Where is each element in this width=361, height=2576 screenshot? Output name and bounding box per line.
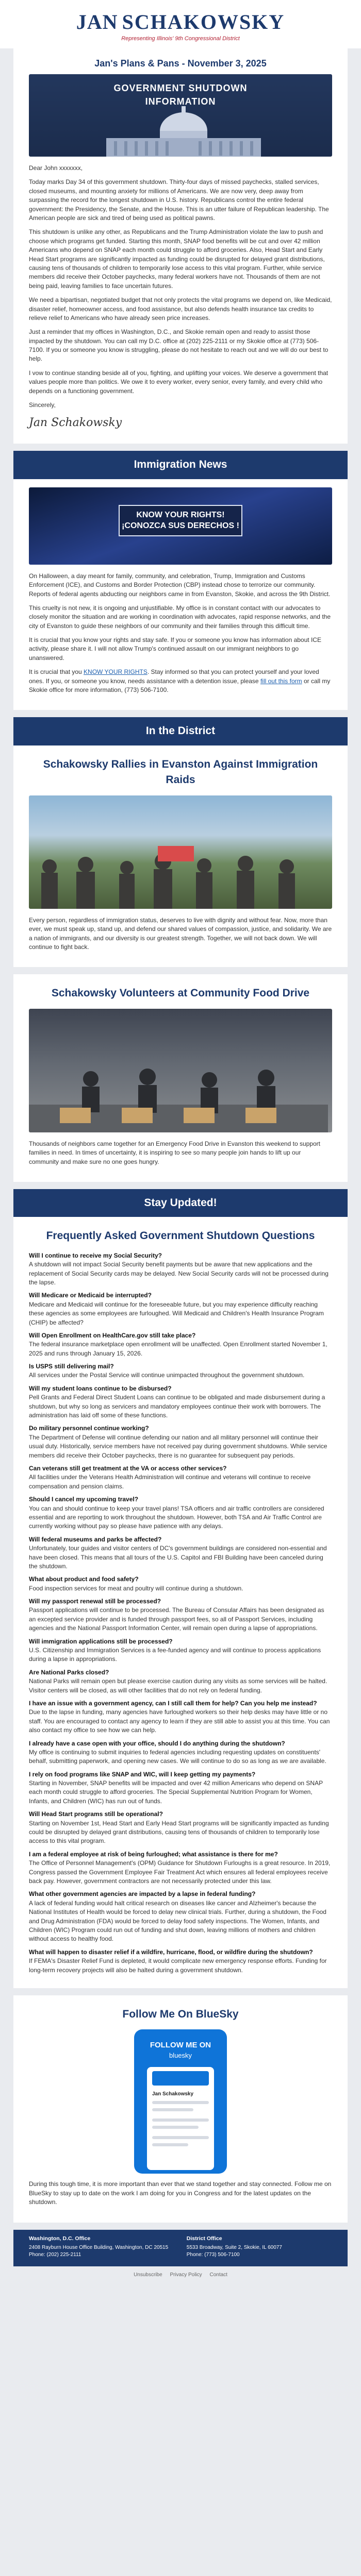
- faq-question: I already have a case open with your office, should I do anything during the shutdown?: [29, 1739, 285, 1747]
- faq-list: [29, 1251, 332, 1975]
- faq-title: Frequently Asked Government Shutdown Questions: [46, 1230, 315, 1242]
- hero-line-2: INFORMATION: [145, 96, 216, 107]
- immigration-paragraph-1: On Halloween, a day meant for family, community, and celebration, Trump, Immigration and Customs Enforcement (ICE), and Customs and Border Protection (CBP) instead chose to terrorize our community. Reports of federal agents abducting our neighbors came in from Evanston, Skokie, and across the 9th District.: [29, 572, 331, 598]
- footer-dc-address: 2408 Rayburn House Office Building, Washington, DC 20515: [29, 2244, 169, 2250]
- bluesky-post-line: [152, 2108, 193, 2111]
- greeting: Dear John xxxxxxx,: [29, 164, 83, 172]
- bluesky-post-line: [152, 2143, 188, 2146]
- intro-card: [13, 48, 348, 444]
- faq-question: Is USPS still delivering mail?: [29, 1363, 114, 1370]
- banner-line-en: KNOW YOUR RIGHTS!: [136, 510, 225, 519]
- know-your-rights-link[interactable]: KNOW YOUR RIGHTS: [84, 668, 147, 676]
- footer-district-office: [187, 2235, 332, 2259]
- faq-question: What other government agencies are impacted by a lapse in federal funding?: [29, 1890, 256, 1898]
- faq-section-header: Stay Updated!: [13, 1189, 348, 1217]
- faq-answer: A lack of federal funding would halt critical research on diseases like cancer and Alzheimer's because the National Institutes of Health would be forced to delay new clinical trials. Further, during a shutdown, the Food and Drug Administration (FDA) would be forced to delay food safety inspections. The Women, Infants, and Children (WIC) Program could run out of funding and shut down, leaving millions of mothers and children without access to healthy food.: [29, 1899, 326, 1943]
- faq-question: Will Medicare or Medicaid be interrupted?: [29, 1292, 152, 1299]
- faq-answer: The Office of Personnel Management's (OPM) Guidance for Shutdown Furloughs is a great resource. In 2019, Congress passed the Government Employee Fair Treatment Act which ensures all federal employees receive back pay. However, government contractors are not necessarily protected under this law.: [29, 1859, 331, 1885]
- footer-dc-phone: Phone: (202) 225-2111: [29, 2252, 81, 2258]
- food-drive-paragraph: Thousands of neighbors came together for an Emergency Food Drive in Evanston this weekend to support families in need. In times of uncertainty, it is inspiring to see so many people join hands to lift up our community and make sure no one goes hungry.: [29, 1140, 320, 1165]
- faq-card: [13, 1217, 348, 1988]
- bluesky-promo-image[interactable]: [134, 2029, 227, 2174]
- faq-answer: All services under the Postal Service will continue unimpacted throughout the government shutdown.: [29, 1371, 305, 1379]
- know-your-rights-banner: [119, 505, 242, 537]
- bluesky-post-line: [152, 2101, 209, 2104]
- bluesky-post-line: [152, 2119, 209, 2122]
- logo-first-name: JAN: [76, 10, 118, 33]
- footer-district-head: District Office: [186, 2235, 222, 2242]
- immigration-paragraph-4: [29, 668, 332, 694]
- unsubscribe-link[interactable]: Unsubscribe: [134, 2272, 162, 2278]
- district-section-header: In the District: [13, 717, 348, 745]
- food-drive-card: [13, 974, 348, 1182]
- masthead: [0, 0, 361, 48]
- faq-answer: Starting on November 1st, Head Start and Early Head Start programs will be significantly impacted as funding could be disrupted by delayed grant distributions, causing tens of thousands of children to temporarily lose access to this vital program.: [29, 1819, 329, 1845]
- bluesky-banner: [152, 2071, 209, 2086]
- food-drive-photo: [29, 1009, 332, 1132]
- faq-answer: My office is continuing to submit inquiries to federal agencies including requesting updates on constituents' behalf, submitting paperwork, and opening new cases. We will continue to do so as long as we are available.: [29, 1748, 326, 1765]
- immigration-card: [13, 479, 348, 710]
- faq-question: Should I cancel my upcoming travel?: [29, 1496, 139, 1503]
- immigration-p4-pre: It is crucial that you: [29, 668, 84, 676]
- contact-link[interactable]: Contact: [209, 2272, 227, 2278]
- faq-answer: Starting in November, SNAP benefits will be impacted and over 42 million Americans who depend on SNAP each month could struggle to afford groceries. The Special Supplemental Nutrition Program for Women, Infants, and Children (WIC) has run out of funds.: [29, 1780, 323, 1805]
- logo: [76, 7, 285, 37]
- bluesky-title: Follow Me On BlueSky: [122, 2008, 239, 2020]
- faq-answer: The federal insurance marketplace open enrollment will be unaffected. Open Enrollment started November 1, 2025 and runs through January 15, 2026.: [29, 1341, 327, 1357]
- faq-question: Will Head Start programs still be operational?: [29, 1810, 163, 1818]
- faq-answer: If FEMA's Disaster Relief Fund is depleted, it would complicate new emergency response efforts. Funding for long-term recovery projects will also be halted during a government shutdown.: [29, 1957, 327, 1974]
- rally-photo: [29, 795, 332, 909]
- faq-answer: National Parks will remain open but please exercise caution during any visits as some services will be halted. Visitor centers will be closed, as will other facilities that do not rely on federal funding.: [29, 1677, 327, 1694]
- crowd-illustration: [29, 841, 328, 909]
- bluesky-paragraph: During this tough time, it is more important than ever that we stand together and stay connected. Follow me on BlueSky to stay up to date on the work I am doing for you in Congress and for the latest updates on the shutdown.: [29, 2180, 332, 2206]
- detention-form-link[interactable]: fill out this form: [260, 677, 302, 685]
- intro-paragraph-5: I vow to continue standing beside all of you, fighting, and uplifting your voices. We deserve a government that values people more than politics. We owe it to every worker, every senior, every family, and every child who depends on a functioning government.: [29, 369, 329, 395]
- faq-question: What will happen to disaster relief if a wildfire, hurricane, flood, or wildfire during the shutdown?: [29, 1948, 313, 1956]
- intro-paragraph-3: We need a bipartisan, negotiated budget that not only protects the vital programs we depend on, like Medicaid, disaster relief, homeowner access, and food assistance, but also defends health insurance tax credits to relieve relief to Americans who have already seen price increases.: [29, 296, 332, 321]
- footer-dc-head: Washington, D.C. Office: [29, 2235, 91, 2242]
- bluesky-post-line: [152, 2136, 209, 2139]
- faq-question: Are National Parks closed?: [29, 1668, 109, 1676]
- faq-question: Will my student loans continue to be disbursed?: [29, 1384, 172, 1392]
- faq-answer: Pell Grants and Federal Direct Student Loans can continue to be obligated and made disbursement during a shutdown, but why so long as servicers and mandatory employees continue their work with borrowers. The administration has laid off some of these functions.: [29, 1394, 325, 1419]
- bluesky-profile-name: Jan Schakowsky: [152, 2091, 194, 2097]
- footer-links: [13, 2266, 348, 2290]
- faq-answer: Due to the lapse in funding, many agencies have furloughed workers so their help desks may have little or no staff. You are encouraged to contact any agency to learn if they are still able to assist you at this time. You can also contact my office to see how we can help.: [29, 1708, 330, 1734]
- volunteers-illustration: [29, 1058, 328, 1132]
- signoff: Sincerely,: [29, 401, 56, 409]
- food-drive-title: Schakowsky Volunteers at Community Food Drive: [51, 987, 310, 999]
- faq-answer: Medicare and Medicaid will continue for the foreseeable future, but you may experience difficulty reaching these agencies as some employees are furloughed. Will Medicaid and Children's Health Insurance Program (CHIP) be affected?: [29, 1300, 324, 1326]
- faq-answer: All facilities under the Veterans Health Administration will continue and veterans will continue to receive compensation and pension claims.: [29, 1473, 311, 1490]
- privacy-policy-link[interactable]: Privacy Policy: [170, 2272, 202, 2278]
- footer-dc-office: [29, 2235, 174, 2259]
- faq-answer: The Department of Defense will continue defending our nation and all military personnel will continue their usual duty. Historically, service members have not received pay during government shutdowns. While service members did receive their October paychecks, there is no guarantee for subsequent pay periods.: [29, 1433, 327, 1459]
- faq-question: Will federal museums and parks be affected?: [29, 1535, 162, 1543]
- immigration-section-header: Immigration News: [13, 451, 348, 479]
- footer: [13, 2230, 348, 2266]
- faq-question: Do military personnel continue working?: [29, 1425, 149, 1432]
- capitol-dome-icon: [29, 100, 332, 157]
- immigration-p4-end: or call my Skokie office for more information, (773) 506-7100.: [29, 677, 331, 694]
- faq-question: What about product and food safety?: [29, 1575, 139, 1583]
- bluesky-phone-mockup: [147, 2067, 214, 2170]
- faq-question: Will immigration applications still be processed?: [29, 1637, 173, 1645]
- signature: Jan Schakowsky: [29, 416, 122, 430]
- rally-title: Schakowsky Rallies in Evanston Against Immigration Raids: [43, 758, 318, 786]
- faq-answer: U.S. Citizenship and Immigration Services is a fee-funded agency and will continue to process applications during a lapse in appropriations.: [29, 1647, 321, 1663]
- newsletter-title: Jan's Plans & Pans - November 3, 2025: [94, 58, 267, 69]
- bluesky-card-head: FOLLOW ME ON: [150, 2041, 211, 2050]
- faq-question: Will my passport renewal still be processed?: [29, 1598, 161, 1605]
- intro-paragraph-1: Today marks Day 34 of this government shutdown. Thirty-four days of missed paychecks, stalled services, closed museums, and mounting anxiety for millions of Americans. We are now very, deep away from surpassing the record for the longest shutdown in U.S. history. Republicans control the entire federal government: the Presidency, the Senate, and the House. This is an utter failure of Republican leadership. The American people are sick and tired of being used as political pawns.: [29, 178, 329, 222]
- immigration-paragraph-2: This cruelty is not new, it is ongoing and unjustifiable. My office is in constant contact with our advocates to closely monitor the situation and are working in coordination with advocates, rapid response networks, and the city of Evanston to guide these neighbors of our community and their families through this difficult time.: [29, 604, 331, 630]
- faq-question: Will I continue to receive my Social Security?: [29, 1251, 162, 1259]
- footer-district-phone: Phone: (773) 506-7100: [186, 2252, 240, 2258]
- intro-paragraph-2: This shutdown is unlike any other, as Republicans and the Trump Administration violate the law to push and choose which programs get funded. Starting this month, SNAP food benefits will be cut and over 42 million Americans who depend on SNAP each month could struggle to afford groceries. Also, Head Start and Early Head Start programs are significantly impacted as funding could be disrupted for delayed grant distributions, causing tens of thousands of children to temporarily lose access to this vital program. Further, while service members did receive their October paychecks, many federal workers have not. Thousands of them are not being paid, leaving families to face uncertain futures.: [29, 228, 325, 290]
- intro-paragraph-4: Just a reminder that my offices in Washington, D.C., and Skokie remain open and ready to assist those impacted by the shutdown. You can call my D.C. office at (202) 225-2111 or my Skokie office at (773) 506-7100. If you or someone you know is struggling, please do not hesitate to reach out and we will do our best to help.: [29, 328, 329, 363]
- shutdown-hero-image: [29, 74, 332, 157]
- rally-paragraph: Every person, regardless of immigration status, deserves to live with dignity and without fear. Now, more than ever, we must speak up, stand up, and defend our shared values of compassion, justice, and solidarity. We are a nation of immigrants, and our diversity is our greatest strength. Together, we will not back down. We will continue to fight back.: [29, 916, 332, 951]
- banner-line-es: ¡CONOZCA SUS DERECHOS !: [122, 521, 239, 530]
- logo-tagline: Representing Illinois' 9th Congressional District: [121, 36, 240, 42]
- faq-answer: Passport applications will continue to be processed. The Bureau of Consular Affairs has been designated as an excepted service provider and is funded through passport fees, so all of Passport Services, including agencies and the National Passport Information Center, will remain open during a lapse of appropriations.: [29, 1606, 324, 1632]
- faq-question: Will Open Enrollment on HealthCare.gov still take place?: [29, 1331, 196, 1339]
- faq-answer: Unfortunately, tour guides and visitor centers of DC's government buildings are considered non-essential and have been closed. This means that all tours of the U.S. Capitol and FBI Building have been canceled during the shutdown.: [29, 1545, 327, 1570]
- know-your-rights-image: [29, 487, 332, 565]
- faq-answer: You can and should continue to keep your travel plans! TSA officers and air traffic controllers are considered essential and are reporting to work throughout the shutdown. However, both TSA and Air Traffic Control are currently working without pay so please have patience with any delays.: [29, 1504, 324, 1530]
- bluesky-card: [13, 1995, 348, 2223]
- faq-question: I rely on food programs like SNAP and WIC, will I keep getting my payments?: [29, 1770, 256, 1778]
- immigration-p4-post: . Stay informed so that you can protect yourself and your loved ones. If you, or someone you know, needs assistance with a detention issue, please: [29, 668, 319, 685]
- faq-question: I am a federal employee at risk of being furloughed; what assistance is there for me?: [29, 1850, 278, 1858]
- faq-answer: A shutdown will not impact Social Security benefit payments but be aware that new applications and the replacement of Social Security cards may be delayed. New Social Security cards will not be processed during the lapse.: [29, 1261, 329, 1286]
- logo-last-name: SCHAKOWSKY: [122, 10, 285, 33]
- faq-question: Can veterans still get treatment at the VA or access other services?: [29, 1464, 227, 1472]
- hero-line-1: GOVERNMENT SHUTDOWN: [113, 83, 248, 94]
- faq-question: I have an issue with a government agency, can I still call them for help? Can you help me instead?: [29, 1699, 317, 1707]
- immigration-paragraph-3: It is crucial that you know your rights and stay safe. If you or someone you know has information about ICE activity, please share it. I will not allow Trump's continued assault on our immigrant neighbors to go unanswered.: [29, 636, 321, 662]
- footer-district-address: 5533 Broadway, Suite 2, Skokie, IL 60077: [186, 2244, 282, 2250]
- bluesky-card-sub: bluesky: [169, 2052, 192, 2060]
- district-card: [13, 745, 348, 967]
- bluesky-post-line: [152, 2126, 199, 2129]
- faq-answer: Food inspection services for meat and poultry will continue during a shutdown.: [29, 1584, 243, 1592]
